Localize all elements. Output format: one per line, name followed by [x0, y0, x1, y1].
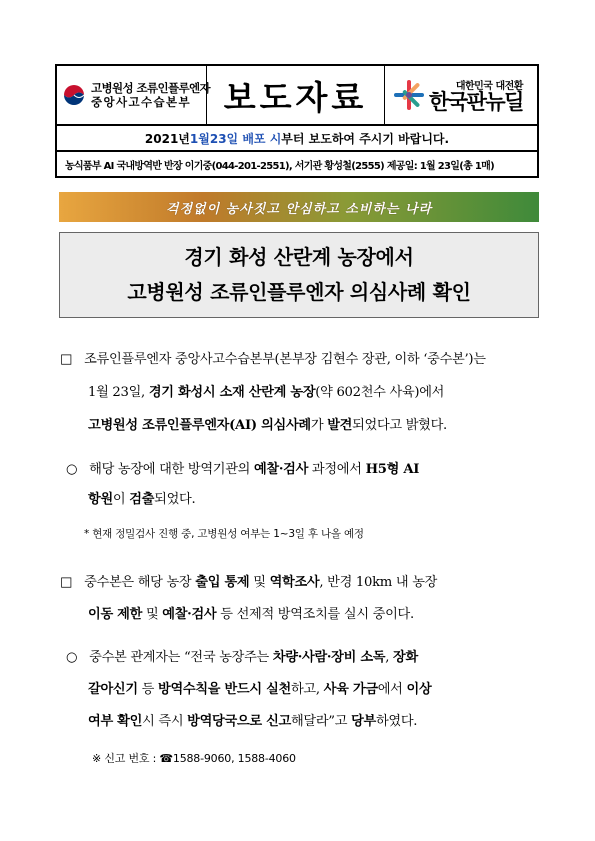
headline-box [59, 232, 539, 318]
para1-sub-line2 [88, 488, 195, 507]
para2-text2d: 등 선제적 방역조치를 실시 중이다. [216, 607, 414, 622]
para2-text1e: , 반경 10km 내 농장 [319, 575, 438, 590]
para2-text1c: 및 [249, 575, 270, 590]
circle-bullet-2: ○ [66, 650, 78, 665]
release-prefix: 2021년 [144, 131, 190, 146]
headline-line2: 고병원성 조류인플루엔자 의심사례 확인 [127, 280, 471, 304]
release-date-row [55, 126, 539, 152]
headline-line1: 경기 화성 산란계 농장에서 [184, 245, 414, 269]
para2-line2 [88, 603, 414, 622]
para2-sub-line3 [88, 710, 417, 729]
para1-sub-text1a: 해당 농장에 대한 방역기관의 [89, 462, 254, 477]
para1-sub-line1 [66, 458, 419, 477]
slogan-banner [59, 192, 539, 222]
para2-text1d: 역학조사 [269, 575, 320, 590]
report-phone-note: ※ 신고 번호 : ☎1588-9060, 1588-4060 [92, 752, 296, 765]
para2-line1 [60, 571, 437, 590]
org-cell [57, 66, 211, 124]
para2-sub-text2c: 방역수칙을 반드시 실천 [158, 682, 291, 697]
para2-sub-text1c: , [385, 650, 394, 665]
para2-text2b: 및 [142, 607, 163, 622]
para1-line3 [88, 414, 447, 433]
para1-line1 [60, 348, 486, 367]
slogan-text: 걱정없이 농사짓고 안심하고 소비하는 나라 [165, 201, 433, 217]
para2-sub-line2 [88, 678, 431, 697]
contact-row [55, 152, 539, 178]
para2-sub-text1b: 차량·사람·장비 소독 [272, 650, 386, 665]
para2-sub-text2f: 에서 [377, 682, 407, 697]
para1-line2 [88, 381, 444, 400]
para2-sub-text3a: 여부 확인 [88, 714, 143, 729]
para2-text1a: 중수본은 해당 농장 [84, 575, 196, 590]
para1-text2c: (약 602천수 사육)에서 [315, 385, 445, 400]
para1-sub-text2c: 검출 [129, 492, 155, 507]
header-table [55, 64, 539, 126]
circle-bullet: ○ [66, 462, 78, 477]
para1-sub-text1d: H5형 AI [365, 462, 420, 477]
para1-sub-text1c: 과정에서 [308, 462, 366, 477]
para2-sub-text2e: 사육 가금 [323, 682, 378, 697]
partner-name: 한국판뉴딜 [429, 90, 523, 114]
para2-text2a: 이동 제한 [88, 607, 143, 622]
title-cell [207, 66, 385, 124]
para2-sub-text3d: 해달라”고 [290, 714, 352, 729]
para1-text3c: 발견 [327, 418, 353, 433]
para2-sub-text3f: 하였다. [375, 714, 418, 729]
para2-sub-text3b: 시 즉시 [142, 714, 188, 729]
release-day: 23일 배포 시 [209, 131, 282, 146]
para1-sub-text1b: 예찰·검사 [253, 462, 309, 477]
para2-sub-text3c: 방역당국으로 신고 [187, 714, 291, 729]
para2-sub-line1 [66, 646, 418, 665]
org-name-line1: 고병원성 조류인플루엔자 [91, 80, 211, 95]
para2-sub-text2b: 등 [137, 682, 158, 697]
government-emblem-icon [61, 82, 87, 108]
partner-cell [385, 66, 537, 124]
para1-text2b: 경기 화성시 소재 산란계 농장 [148, 385, 316, 400]
note-precision-test: * 현재 정밀검사 진행 중, 고병원성 여부는 1~3일 후 나올 예정 [84, 528, 364, 540]
para2-sub-text2g: 이상 [406, 682, 432, 697]
para2-sub-text1a: 중수본 관계자는 “전국 농장주는 [89, 650, 273, 665]
contact-info: 농식품부 AI 국내방역반 반장 이기중(044-201-2551), 서기관 황성철(2555) 제공일: 1월 23일(총 1매) [65, 160, 494, 172]
square-bullet: □ [60, 352, 73, 367]
para1-text2a: 1월 23일, [88, 385, 149, 400]
para1-sub-text2b: 이 [112, 492, 130, 507]
para1-text1: 조류인플루엔자 중앙사고수습본부(본부장 김현수 장관, 이하 ‘중수본’)는 [84, 352, 486, 367]
para1-text3d: 되었다고 밝혔다. [352, 418, 447, 433]
release-suffix: 부터 보도하여 주시기 바랍니다. [281, 131, 450, 146]
new-deal-logo-icon [391, 77, 427, 113]
square-bullet-2: □ [60, 575, 73, 590]
para2-sub-text2d: 하고, [290, 682, 324, 697]
doc-type-title: 보도자료 [223, 77, 368, 117]
release-month: 1월 [189, 131, 210, 146]
para1-text3a: 고병원성 조류인플루엔자(AI) 의심사례 [88, 418, 311, 433]
para2-sub-text3e: 당부 [351, 714, 376, 729]
para2-text1b: 출입 통제 [195, 575, 250, 590]
partner-tagline: 대한민국 대전환 [455, 81, 523, 92]
org-name-line2: 중앙사고수습본부 [91, 95, 192, 109]
para1-sub-text2a: 항원 [88, 492, 113, 507]
para2-sub-text1d: 장화 [393, 650, 418, 665]
para1-sub-text2d: 되었다. [154, 492, 196, 507]
para2-sub-text2a: 갈아신기 [88, 682, 138, 697]
para2-text2c: 예찰·검사 [162, 607, 217, 622]
para1-text3b: 가 [310, 418, 328, 433]
